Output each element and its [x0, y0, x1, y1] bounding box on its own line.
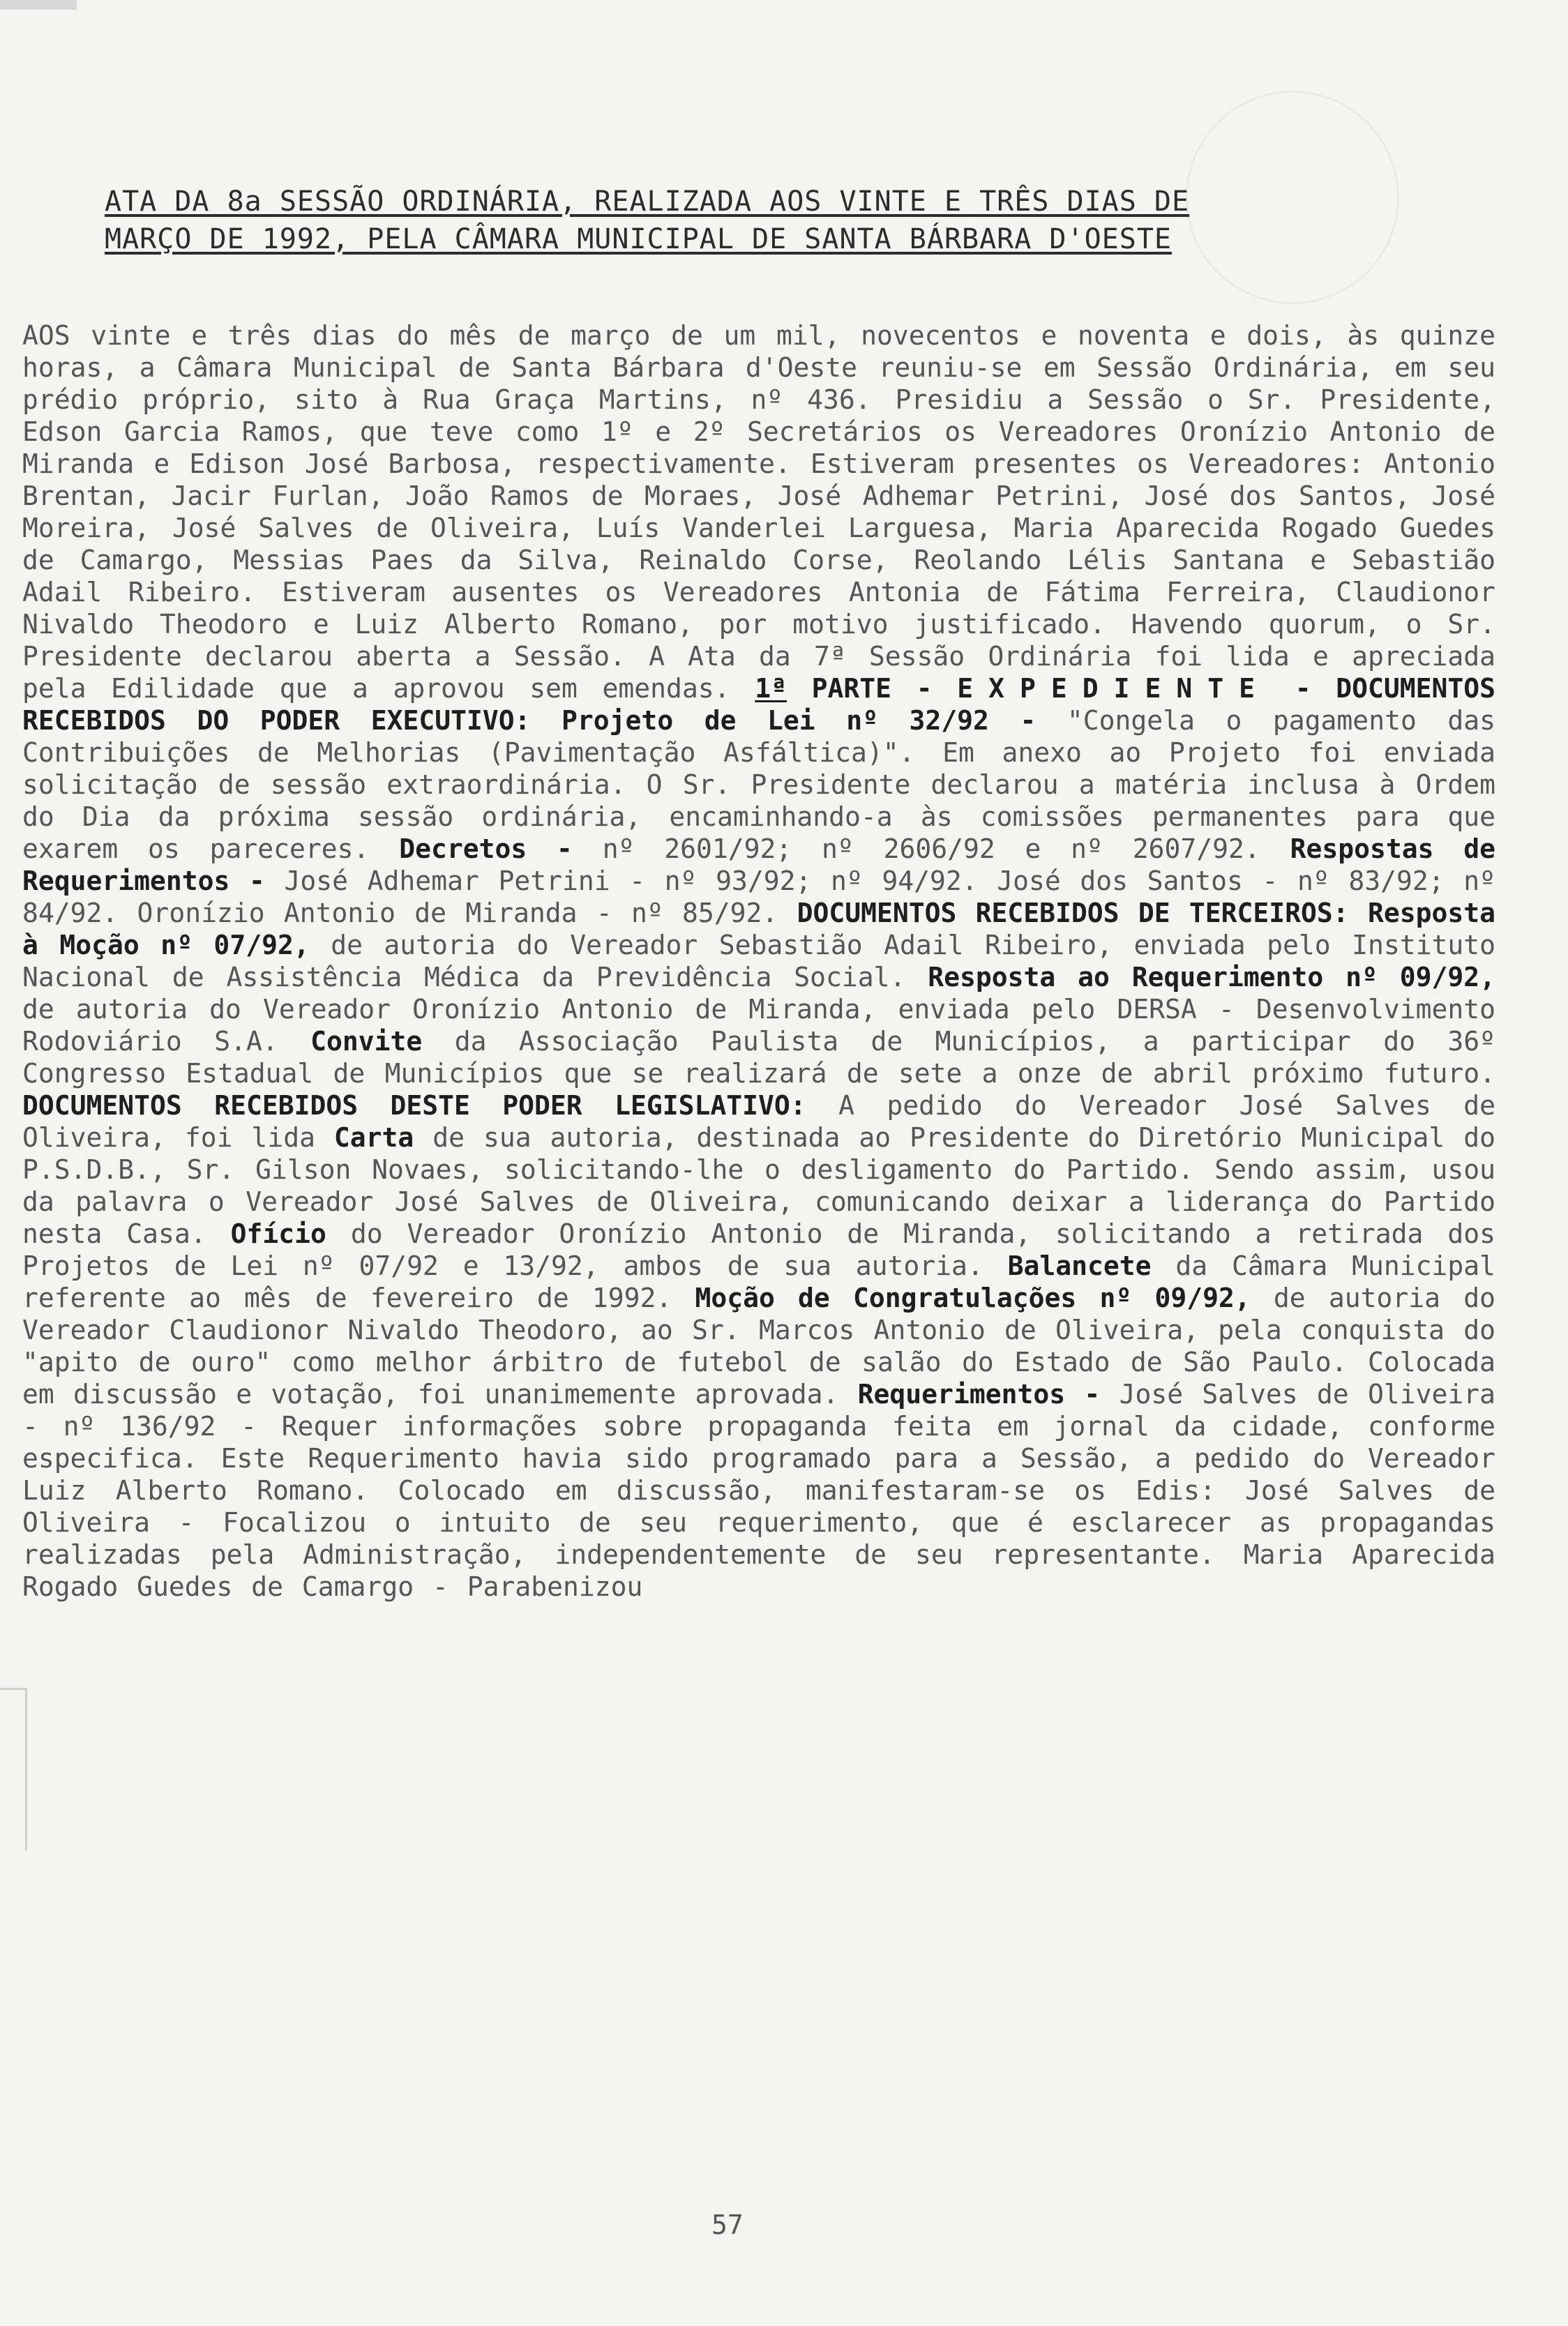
carta-text: de sua autoria, destinada ao Presidente do Diretório Municipal do P.S.D.B., Sr. Gilson Novaes, solicitando-lhe o desligamento do Partido. Sendo assim, usou da palavra o Vereador José Salves de Oliveira, comunicando deixar a liderança do Partido nesta Casa. — [22, 1122, 1495, 1249]
mocao-text: de autoria do Vereador Claudionor Nivaldo Theodoro, ao Sr. Marcos Antonio de Oliveira, pela conquista do "apito de ouro" como melhor árbitro de futebol de salão do Estado de São Paulo. Colocada em discussão e votação, foi unanimemente aprovada. — [22, 1283, 1495, 1410]
part-label: 1ª — [755, 673, 787, 704]
projeto-lei-text: "Congela o pagamento das Contribuições de Melhorias (Pavimentação Asfáltica)". Em anexo ao Projeto foi enviada solicitação de sessão extraordinária. O Sr. Presidente declarou a matéria inclusa à Ordem do Dia da próxima sessão ordinária, encaminhando-a às comissões permanentes para que exarem os pareceres. — [22, 705, 1496, 864]
expediente-heading: EXPEDIENTE — [957, 673, 1271, 704]
part-dash-1: - — [916, 673, 933, 704]
heading-balancete: Balancete — [1007, 1251, 1152, 1281]
heading-mocao-congratulacoes: Moção de Congratulações nº 09/92, — [695, 1283, 1251, 1313]
respostas-requerimentos-text: José Adhemar Petrini - nº 93/92; nº 94/92. José dos Santos - nº 83/92; nº 84/92. Oronízio Antonio de Miranda - nº 85/92. — [22, 866, 1495, 928]
resposta-mocao-text: de autoria do Vereador Sebastião Adail Ribeiro, enviada pelo Instituto Nacional de Assistência Médica da Previdência Social. — [22, 930, 1495, 992]
margin-bracket-mark — [0, 1688, 27, 1850]
minutes-body — [22, 319, 1495, 1603]
opening-paragraph: AOS vinte e três dias do mês de março de um mil, novecentos e noventa e dois, às quinze horas, a Câmara Municipal de Santa Bárbara d'Oeste reuniu-se em Sessão Ordinária, em seu prédio próprio, sito à Rua Graça Martins, nº 436. Presidiu a Sessão o Sr. Presidente, Edson Garcia Ramos, que teve como 1º e 2º Secretários os Vereadores Oronízio Antonio de Miranda e Edison José Barbosa, respectivamente. Estiveram presentes os Vereadores: Antonio Brentan, Jacir Furlan, João Ramos de Moraes, José Adhemar Petrini, José dos Santos, José Moreira, José Salves de Oliveira, Luís Vanderlei Larguesa, Maria Aparecida Rogado Guedes de Camargo, Messias Paes da Silva, Reinaldo Corse, Reolando Lélis Santana e Sebastião Adail Ribeiro. Estiveram ausentes os Vereadores Antonia de Fátima Ferreira, Claudionor Nivaldo Theodoro e Luiz Alberto Romano, por motivo justificado. Havendo quorum, o Sr. Presidente declarou aberta a Sessão. A Ata da 7ª Sessão Ordinária foi lida e apreciada pela Edilidade que a aprovou sem emendas. — [22, 320, 1495, 704]
requerimentos-text: José Salves de Oliveira - nº 136/92 - Requer informações sobre propaganda feita em jornal da cidade, conforme especifica. Este Requerimento havia sido programado para a Sessão, a pedido do Vereador Luiz Alberto Romano. Colocado em discussão, manifestaram-se os Edis: José Salves de Oliveira - Focalizou o intuito de seu requerimento, que é esclarecer as propagandas realizadas pela Administração, independentemente de seu representante. Maria Aparecida Rogado Guedes de Camargo - Parabenizou — [22, 1379, 1495, 1602]
resposta-requerimento-text: de autoria do Vereador Oronízio Antonio de Miranda, enviada pelo DERSA - Desenvolvimento Rodoviário S.A. — [22, 994, 1495, 1057]
heading-requerimentos: Requerimentos - — [857, 1379, 1101, 1410]
heading-respostas-requerimentos: Respostas de Requerimentos - — [22, 833, 1496, 896]
page-number: 57 — [711, 2210, 744, 2240]
part-dash-2: - — [1295, 673, 1311, 704]
heading-oficio: Ofício — [230, 1218, 326, 1249]
title-line-2: MARÇO DE 1992, PELA CÂMARA MUNICIPAL DE SANTA BÁRBARA D'OESTE — [105, 223, 1173, 255]
convite-text: da Associação Paulista de Municípios, a participar do 36º Congresso Estadual de Municípios que se realizará de sete a onze de abril próximo futuro. — [22, 1026, 1495, 1089]
heading-docs-executivo: DOCUMENTOS RECEBIDOS DO PODER EXECUTIVO: — [22, 673, 1496, 736]
oficio-text: do Vereador Oronízio Antonio de Miranda, solicitando a retirada dos Projetos de Lei nº 07/92 e 13/92, ambos de sua autoria. — [22, 1218, 1495, 1281]
heading-docs-terceiros: DOCUMENTOS RECEBIDOS DE TERCEIROS: — [797, 898, 1349, 928]
heading-carta: Carta — [333, 1122, 414, 1153]
heading-docs-legislativo: DOCUMENTOS RECEBIDOS DESTE PODER LEGISLATIVO: — [22, 1090, 806, 1121]
document-title — [105, 183, 1423, 258]
heading-resposta-requerimento: Resposta ao Requerimento nº 09/92, — [928, 962, 1495, 992]
legislativo-text: A pedido do Vereador José Salves de Oliveira, foi lida — [22, 1090, 1495, 1153]
heading-projeto-lei: Projeto de Lei nº 32/92 - — [561, 705, 1036, 736]
title-line-1: ATA DA 8a SESSÃO ORDINÁRIA, REALIZADA AOS VINTE E TRÊS DIAS DE — [105, 186, 1190, 218]
scan-corner-mark — [0, 0, 77, 10]
heading-resposta-mocao: Resposta à Moção nº 07/92, — [22, 898, 1495, 960]
decretos-text: nº 2601/92; nº 2606/92 e nº 2607/92. — [602, 833, 1260, 864]
heading-convite: Convite — [310, 1026, 423, 1057]
balancete-text: da Câmara Municipal referente ao mês de fevereiro de 1992. — [22, 1251, 1495, 1313]
part-word: PARTE — [811, 673, 892, 704]
heading-decretos: Decretos - — [399, 833, 573, 864]
